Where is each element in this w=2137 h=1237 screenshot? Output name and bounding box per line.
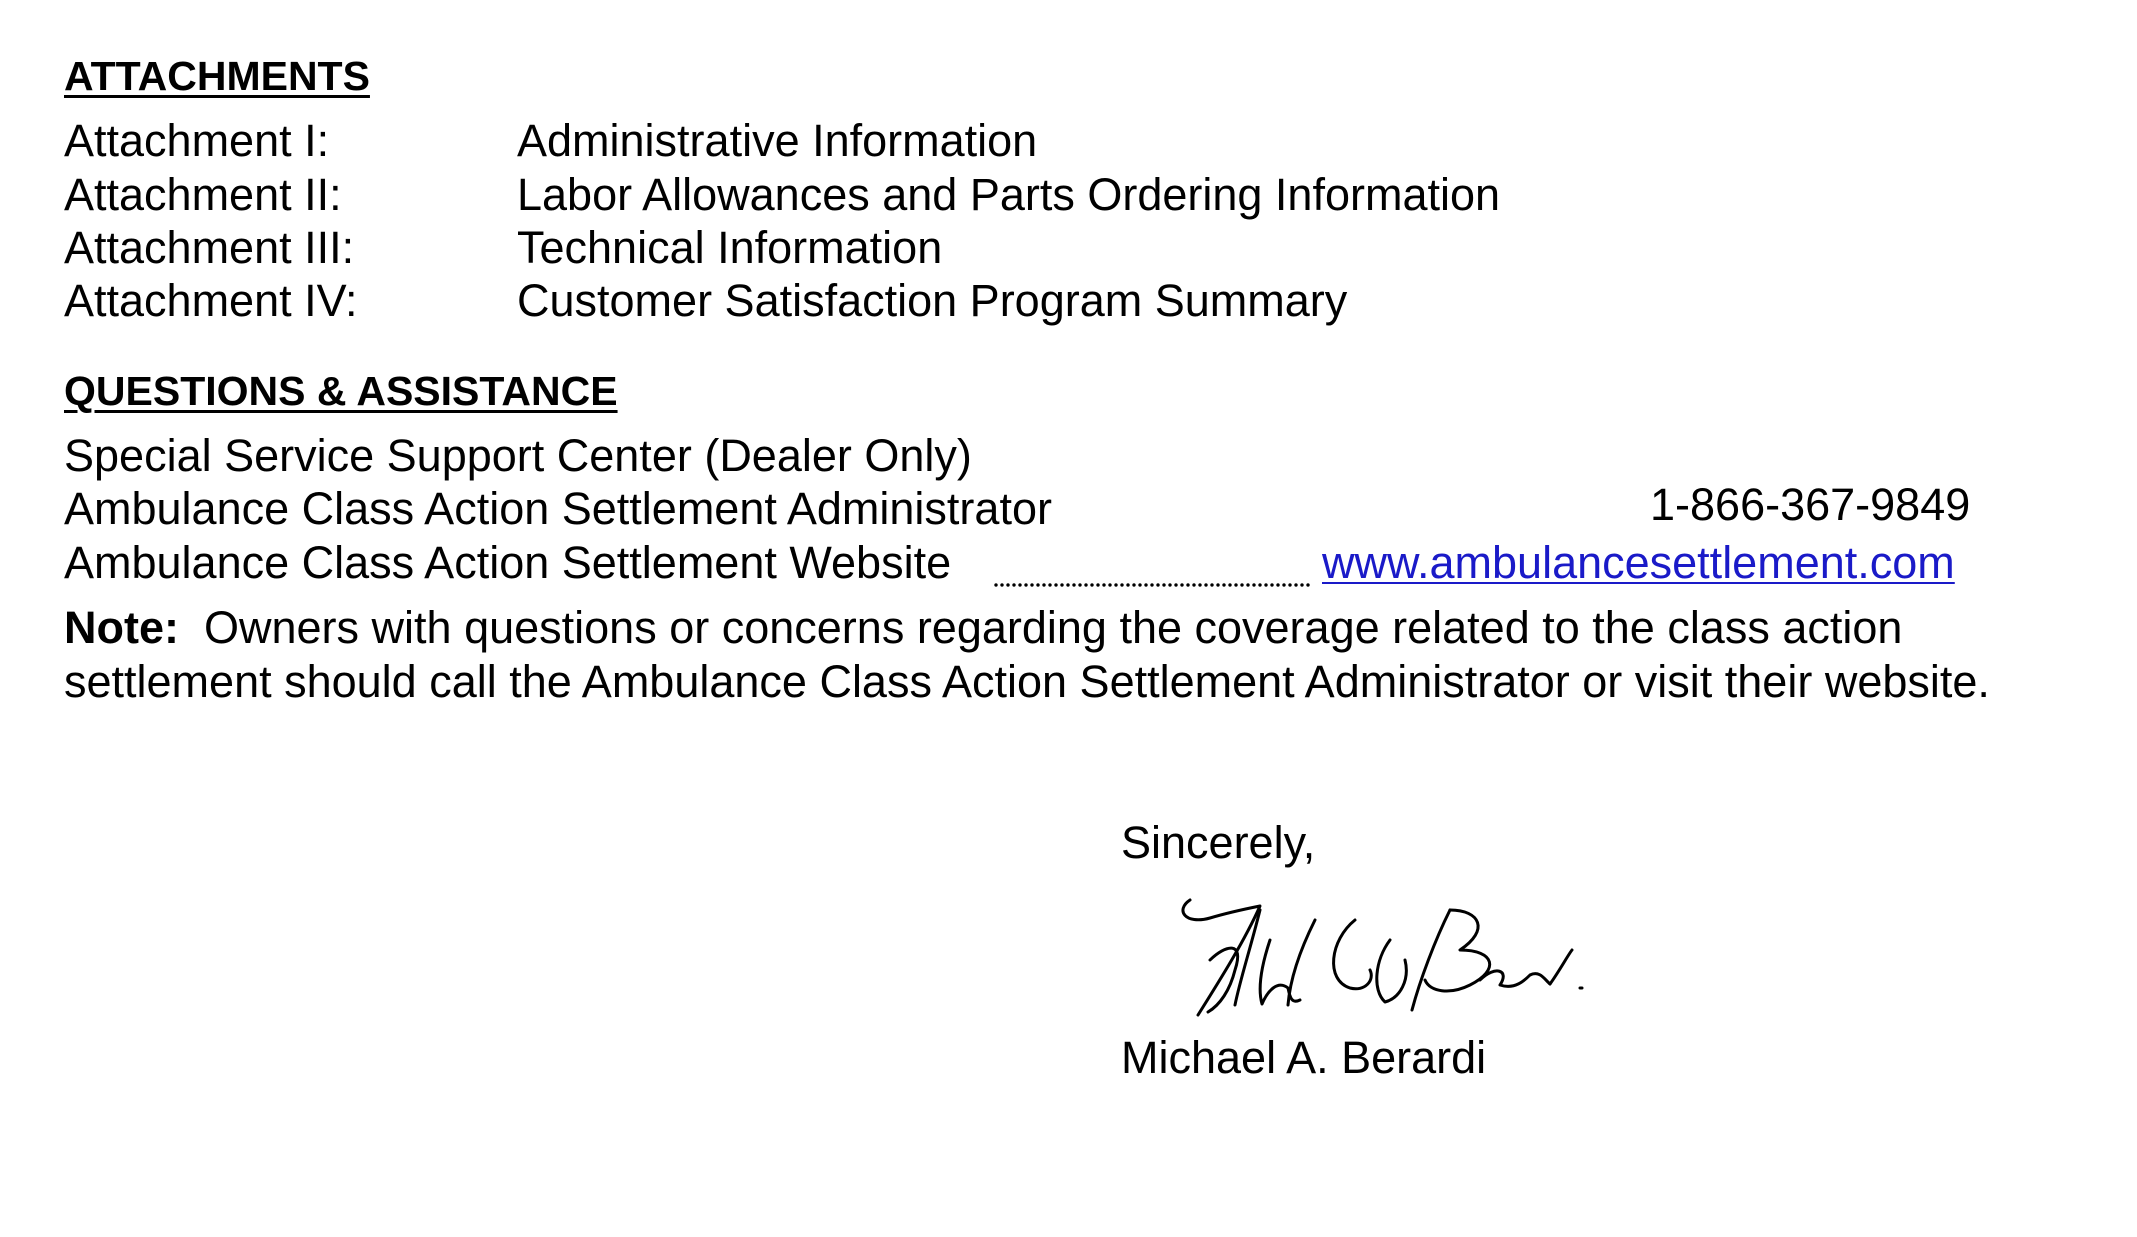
signer-name: Michael A. Berardi: [1121, 1032, 1487, 1083]
note-text: Owners with questions or concerns regarding the coverage related to the class action: [204, 602, 1903, 653]
attachments-heading: ATTACHMENTS: [64, 53, 370, 99]
handwritten-signature: [1150, 880, 1610, 1030]
note-line-2: settlement should call the Ambulance Class Action Settlement Administrator or visit their website.: [64, 656, 1990, 707]
attachment-label: Attachment I:: [64, 115, 330, 166]
administrator-phone: [1650, 479, 1980, 530]
attachment-description: Technical Information: [517, 222, 943, 273]
note-label: Note:: [64, 602, 179, 653]
closing-salutation: Sincerely,: [1121, 817, 1316, 868]
note-line-1: [64, 601, 2124, 655]
dotted-leader: [993, 582, 1311, 588]
note-paragraph: [64, 601, 2124, 709]
settlement-website-link[interactable]: www.ambulancesettlement.com: [1322, 537, 1955, 588]
contact-dealer-support: Special Service Support Center (Dealer Only): [64, 430, 972, 481]
contact-settlement-administrator: Ambulance Class Action Settlement Administrator: [64, 483, 1052, 534]
attachment-label: Attachment IV:: [64, 275, 358, 326]
administrator-phone-text: 1-866-367-9849: [1650, 479, 1971, 530]
attachment-label: Attachment III:: [64, 222, 355, 273]
attachment-description: Administrative Information: [517, 115, 1038, 166]
questions-heading: QUESTIONS & ASSISTANCE: [64, 368, 618, 414]
attachment-label: Attachment II:: [64, 169, 342, 220]
contact-settlement-website: Ambulance Class Action Settlement Website: [64, 537, 952, 588]
attachment-description: Labor Allowances and Parts Ordering Information: [517, 169, 1501, 220]
attachment-description: Customer Satisfaction Program Summary: [517, 275, 1348, 326]
